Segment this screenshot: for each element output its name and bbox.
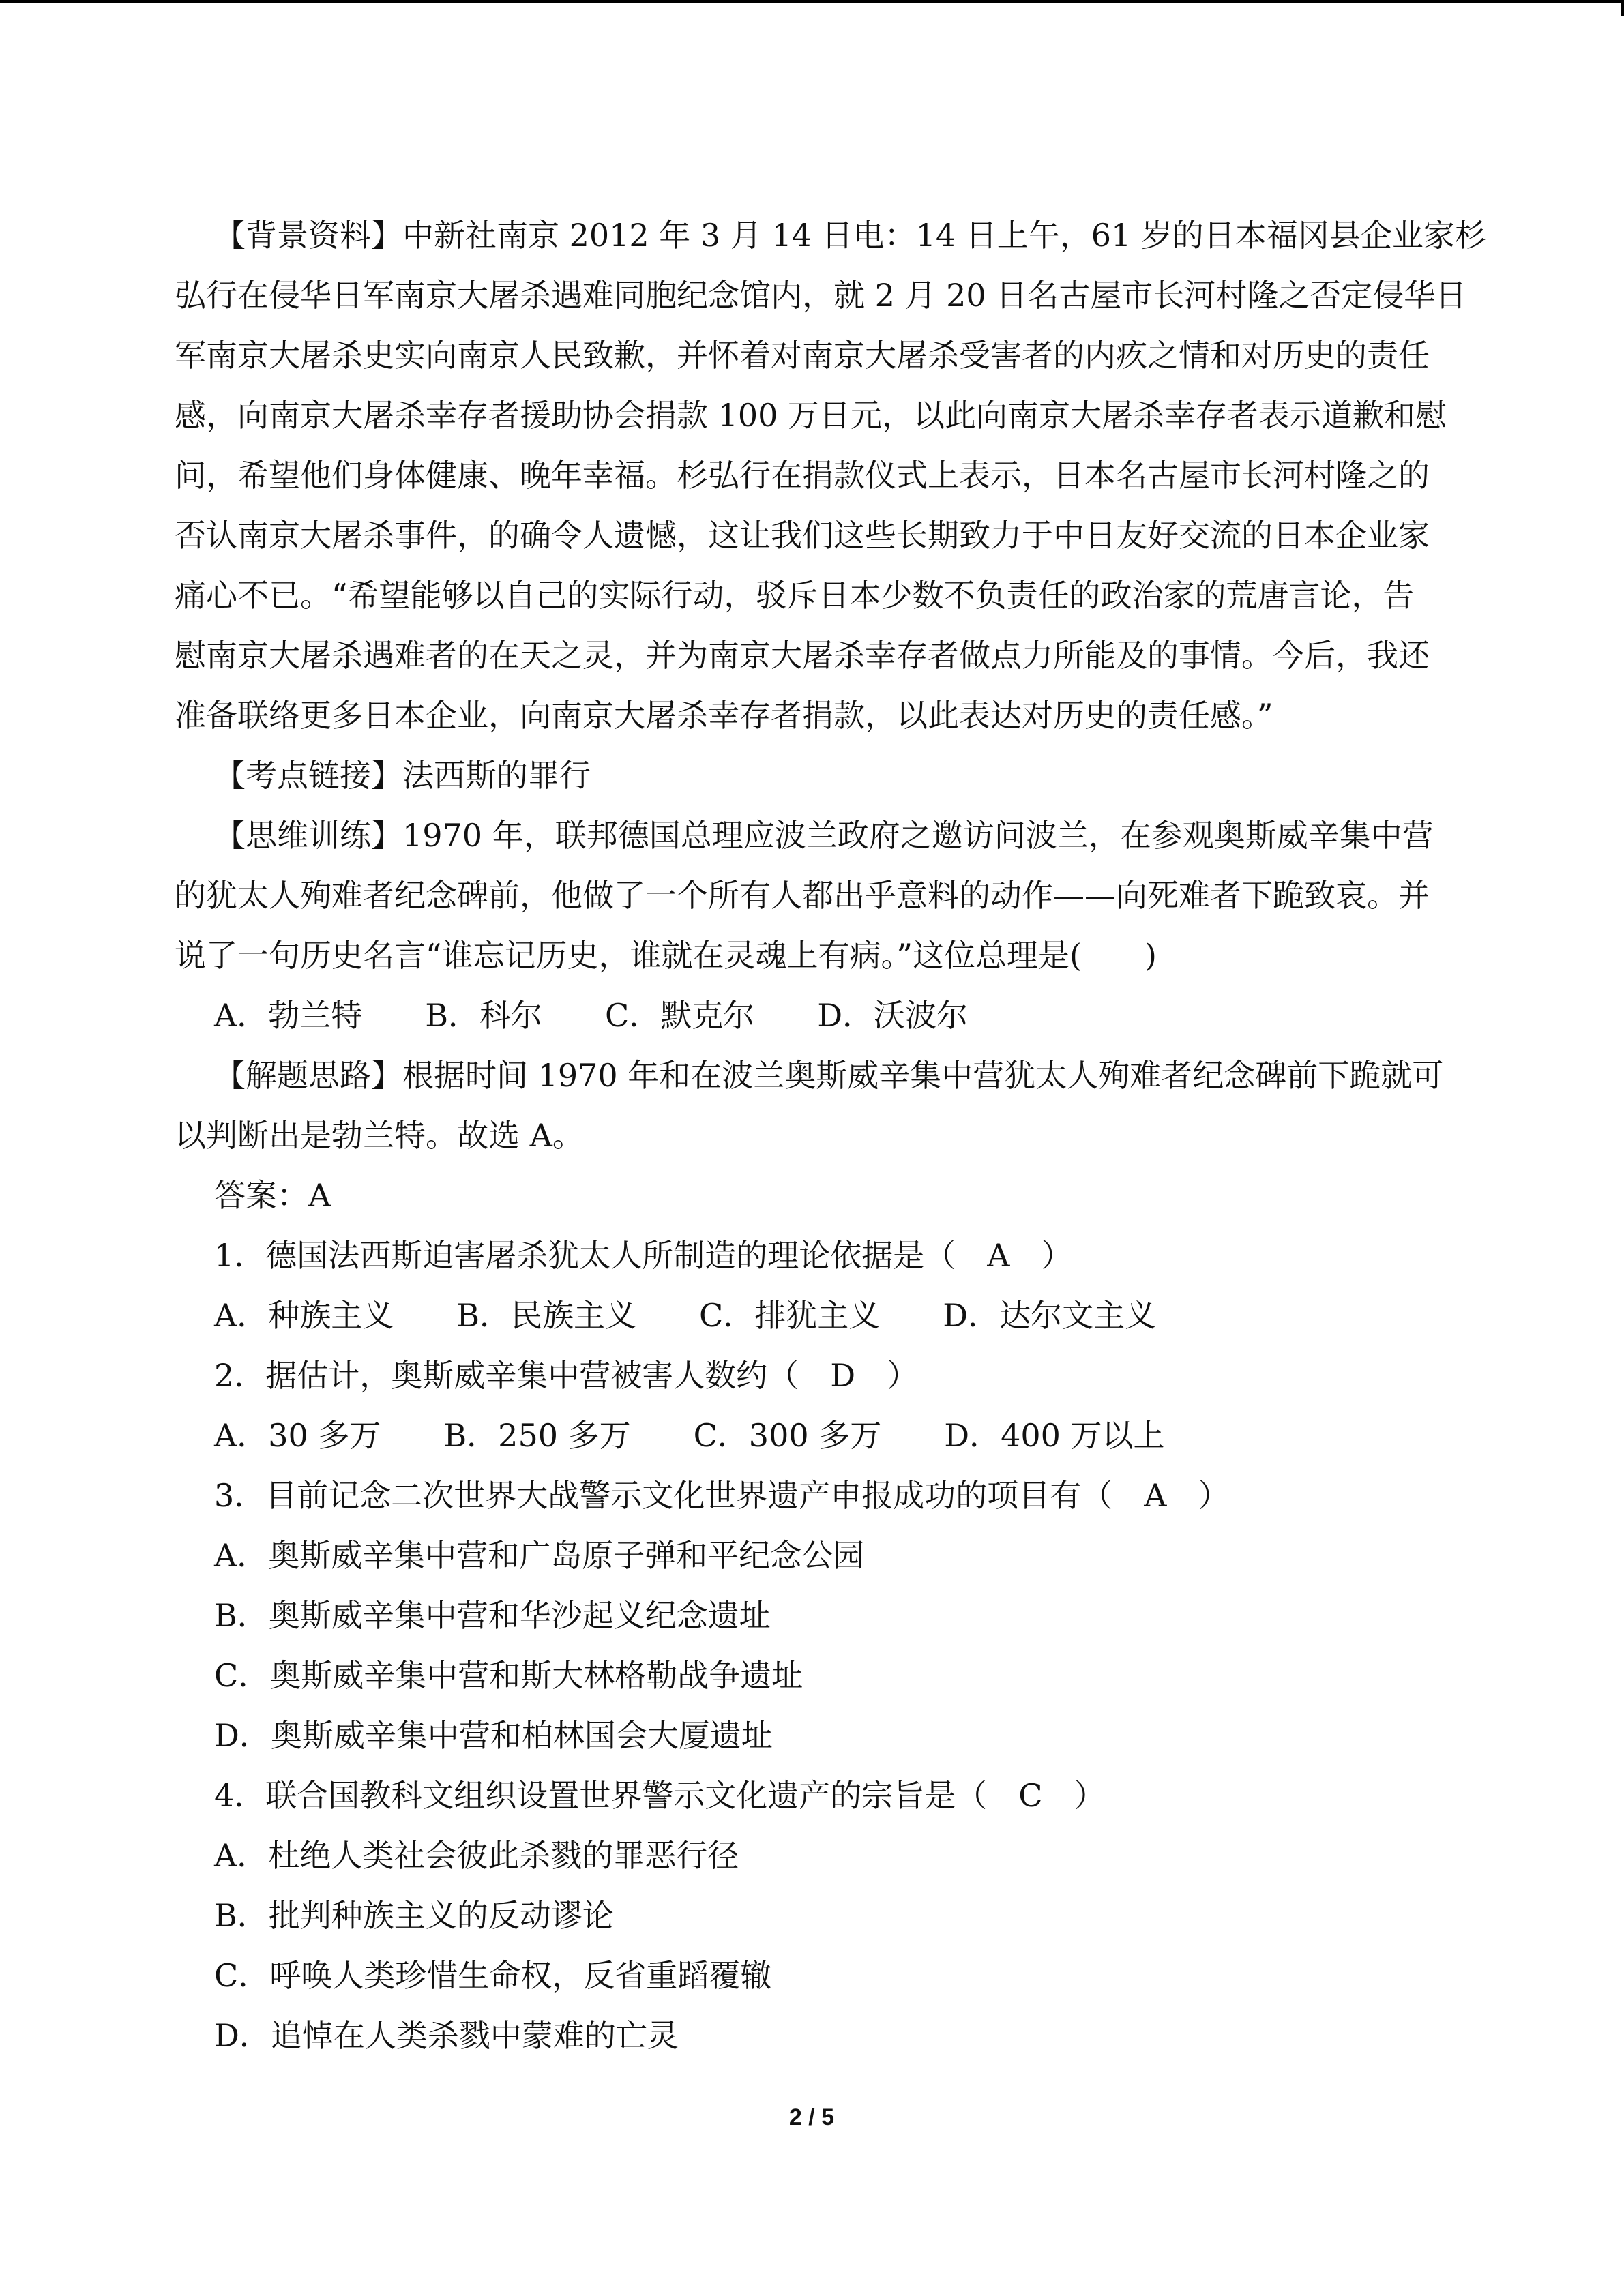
exam-point-link: 【考点链接】法西斯的罪行 [214, 757, 591, 794]
background-paragraph-line-5: 问，希望他们身体健康、晚年幸福。杉弘行在捐款仪式上表示，日本名古屋市长河村隆之的 [175, 457, 1430, 494]
question-3-option-b: B．奥斯威辛集中营和华沙起义纪念遗址 [214, 1597, 771, 1634]
question-3-option-d: D．奥斯威辛集中营和柏林国会大厦遗址 [214, 1717, 773, 1754]
question-3-option-c: C．奥斯威辛集中营和斯大林格勒战争遗址 [214, 1657, 803, 1694]
solution-idea-line-1: 【解题思路】根据时间 1970 年和在波兰奥斯威辛集中营犹太人殉难者纪念碑前下跪就可 [214, 1057, 1444, 1094]
background-paragraph-line-9: 准备联络更多日本企业，向南京大屠杀幸存者捐款，以此表达对历史的责任感。” [175, 697, 1273, 734]
answer-line: 答案：A [214, 1177, 331, 1214]
thinking-training-options: A．勃兰特 B．科尔 C．默克尔 D．沃波尔 [214, 997, 969, 1034]
question-1: 1．德国法西斯迫害屠杀犹太人所制造的理论依据是（ A ） [214, 1237, 1073, 1274]
background-paragraph-line-2: 弘行在侵华日军南京大屠杀遇难同胞纪念馆内，就 2 月 20 日名古屋市长河村隆之否定侵华日 [175, 277, 1467, 314]
thinking-training-line-3: 说了一句历史名言“谁忘记历史，谁就在灵魂上有病。”这位总理是( ) [175, 937, 1157, 974]
background-paragraph-line-8: 慰南京大屠杀遇难者的在天之灵，并为南京大屠杀幸存者做点力所能及的事情。今后，我还 [175, 637, 1430, 674]
background-paragraph-line-6: 否认南京大屠杀事件，的确令人遗憾，这让我们这些长期致力于中日友好交流的日本企业家 [175, 517, 1430, 554]
question-3: 3．目前记念二次世界大战警示文化世界遗产申报成功的项目有（ A ） [214, 1477, 1230, 1514]
question-4-option-a: A．杜绝人类社会彼此杀戮的罪恶行径 [214, 1837, 739, 1874]
question-2-options: A．30 多万 B．250 多万 C．300 多万 D．400 万以上 [214, 1417, 1165, 1454]
background-paragraph-line-4: 感，向南京大屠杀幸存者援助协会捐款 100 万日元，以此向南京大屠杀幸存者表示道歉和慰 [175, 397, 1447, 434]
question-4: 4．联合国教科文组织设置世界警示文化遗产的宗旨是（ C ） [214, 1777, 1106, 1814]
question-1-options: A．种族主义 B．民族主义 C．排犹主义 D．达尔文主义 [214, 1297, 1157, 1334]
solution-idea-line-2: 以判断出是勃兰特。故选 A。 [175, 1117, 584, 1154]
background-paragraph-line-3: 军南京大屠杀史实向南京人民致歉，并怀着对南京大屠杀受害者的内疚之情和对历史的责任 [175, 337, 1430, 374]
question-4-option-d: D．追悼在人类杀戮中蒙难的亡灵 [214, 2017, 679, 2054]
thinking-training-line-1: 【思维训练】1970 年，联邦德国总理应波兰政府之邀访问波兰，在参观奥斯威辛集中营 [214, 817, 1434, 854]
thinking-training-line-2: 的犹太人殉难者纪念碑前，他做了一个所有人都出乎意料的动作——向死难者下跪致哀。并 [175, 877, 1430, 914]
question-3-option-a: A．奥斯威辛集中营和广岛原子弹和平纪念公园 [214, 1537, 865, 1574]
page-number: 2 / 5 [788, 2104, 835, 2130]
background-paragraph-line-7: 痛心不已。“希望能够以自己的实际行动，驳斥日本少数不负责任的政治家的荒唐言论，告 [175, 577, 1415, 614]
question-4-option-b: B．批判种族主义的反动谬论 [214, 1897, 614, 1934]
background-paragraph-line-1: 【背景资料】中新社南京 2012 年 3 月 14 日电：14 日上午，61 岁的日本福冈县企业家杉 [214, 217, 1486, 254]
question-4-option-c: C．呼唤人类珍惜生命权，反省重蹈覆辙 [214, 1957, 772, 1994]
question-2: 2．据估计，奥斯威辛集中营被害人数约（ D ） [214, 1357, 919, 1394]
